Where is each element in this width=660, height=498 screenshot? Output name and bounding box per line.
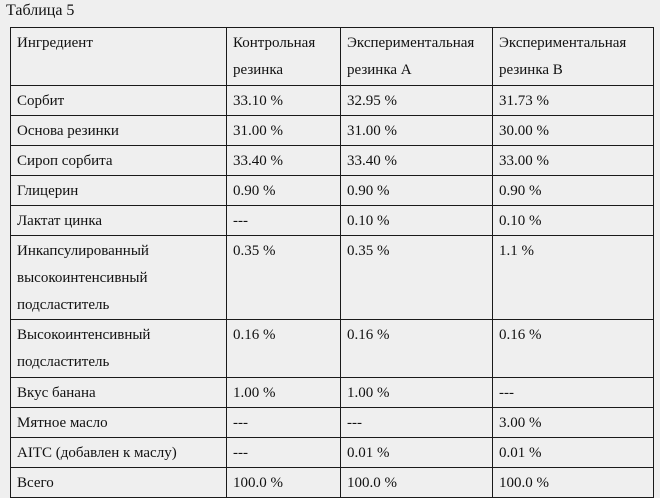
cell-control: ---: [227, 408, 341, 438]
cell-exp-b: ---: [493, 378, 654, 408]
cell-exp-a: ---: [341, 408, 493, 438]
table-row: [11, 146, 654, 176]
cell-ingredient: [11, 320, 227, 378]
header-control-gum: [227, 28, 341, 86]
ingredient-name: Основа резинки: [17, 123, 119, 139]
cell-ingredient: [11, 236, 227, 320]
table-row: [11, 408, 654, 438]
table-row: [11, 236, 654, 320]
cell-exp-a: 100.0 %: [341, 468, 493, 498]
table-row: [11, 116, 654, 146]
cell-ingredient: [11, 438, 227, 468]
cell-exp-b: 30.00 %: [493, 116, 654, 146]
table-row: [11, 320, 654, 378]
cell-exp-b: 31.73 %: [493, 86, 654, 116]
cell-control: 0.90 %: [227, 176, 341, 206]
table-caption: Таблица 5: [6, 2, 75, 19]
ingredient-name: Лактат цинка: [17, 213, 103, 229]
cell-exp-b: 3.00 %: [493, 408, 654, 438]
cell-exp-a: 0.35 %: [341, 236, 493, 320]
ingredient-name: Глицерин: [17, 183, 79, 199]
cell-exp-a: 0.16 %: [341, 320, 493, 378]
ingredient-name: Всего: [17, 475, 54, 491]
cell-ingredient: [11, 86, 227, 116]
cell-control: 100.0 %: [227, 468, 341, 498]
cell-ingredient: [11, 468, 227, 498]
ingredients-table: [10, 27, 654, 498]
header-exp-a-line1: Экспериментальная: [347, 35, 475, 51]
cell-exp-a: 0.01 %: [341, 438, 493, 468]
ingredient-name: Вкус банана: [17, 385, 96, 401]
cell-exp-a: 32.95 %: [341, 86, 493, 116]
table-row: [11, 378, 654, 408]
cell-exp-b: 0.16 %: [493, 320, 654, 378]
ingredient-name: Мятное масло: [17, 415, 108, 431]
ingredient-name-line3: подсластитель: [17, 297, 110, 313]
cell-ingredient: [11, 146, 227, 176]
ingredient-name-line1: Высокоинтенсивный: [17, 327, 151, 343]
cell-ingredient: [11, 408, 227, 438]
ingredient-name-line1: Инкапсулированный: [17, 243, 149, 259]
header-ingredient: [11, 28, 227, 86]
header-control-line1: Контрольная: [233, 35, 316, 51]
header-control-line2: резинка: [233, 62, 284, 78]
cell-exp-b: 0.10 %: [493, 206, 654, 236]
cell-exp-b: 33.00 %: [493, 146, 654, 176]
cell-ingredient: [11, 206, 227, 236]
ingredient-name: AITC (добавлен к маслу): [17, 445, 177, 461]
cell-exp-a: 31.00 %: [341, 116, 493, 146]
table-row: [11, 176, 654, 206]
header-row: [11, 28, 654, 86]
ingredient-name: Сорбит: [17, 93, 65, 109]
cell-exp-b: 1.1 %: [493, 236, 654, 320]
cell-control: 0.16 %: [227, 320, 341, 378]
cell-control: 33.10 %: [227, 86, 341, 116]
cell-control: ---: [227, 206, 341, 236]
cell-control: ---: [227, 438, 341, 468]
cell-exp-a: 33.40 %: [341, 146, 493, 176]
cell-control: 0.35 %: [227, 236, 341, 320]
cell-exp-a: 0.10 %: [341, 206, 493, 236]
header-exp-a-line2: резинка A: [347, 62, 412, 78]
total-row: [11, 468, 654, 498]
cell-ingredient: [11, 176, 227, 206]
header-experimental-gum-b: [493, 28, 654, 86]
cell-exp-b: 100.0 %: [493, 468, 654, 498]
header-exp-b-line2: резинка B: [499, 62, 563, 78]
ingredient-name-line2: подсластитель: [17, 354, 110, 370]
header-ingredient-label: Ингредиент: [17, 35, 93, 51]
cell-ingredient: [11, 378, 227, 408]
cell-exp-b: 0.01 %: [493, 438, 654, 468]
cell-ingredient: [11, 116, 227, 146]
table-row: [11, 86, 654, 116]
header-experimental-gum-a: [341, 28, 493, 86]
cell-control: 1.00 %: [227, 378, 341, 408]
cell-control: 31.00 %: [227, 116, 341, 146]
cell-exp-a: 0.90 %: [341, 176, 493, 206]
cell-exp-a: 1.00 %: [341, 378, 493, 408]
table-row: [11, 206, 654, 236]
cell-exp-b: 0.90 %: [493, 176, 654, 206]
header-exp-b-line1: Экспериментальная: [499, 35, 627, 51]
table-row: [11, 438, 654, 468]
cell-control: 33.40 %: [227, 146, 341, 176]
ingredient-name-line2: высокоинтенсивный: [17, 270, 148, 286]
ingredient-name: Сироп сорбита: [17, 153, 113, 169]
